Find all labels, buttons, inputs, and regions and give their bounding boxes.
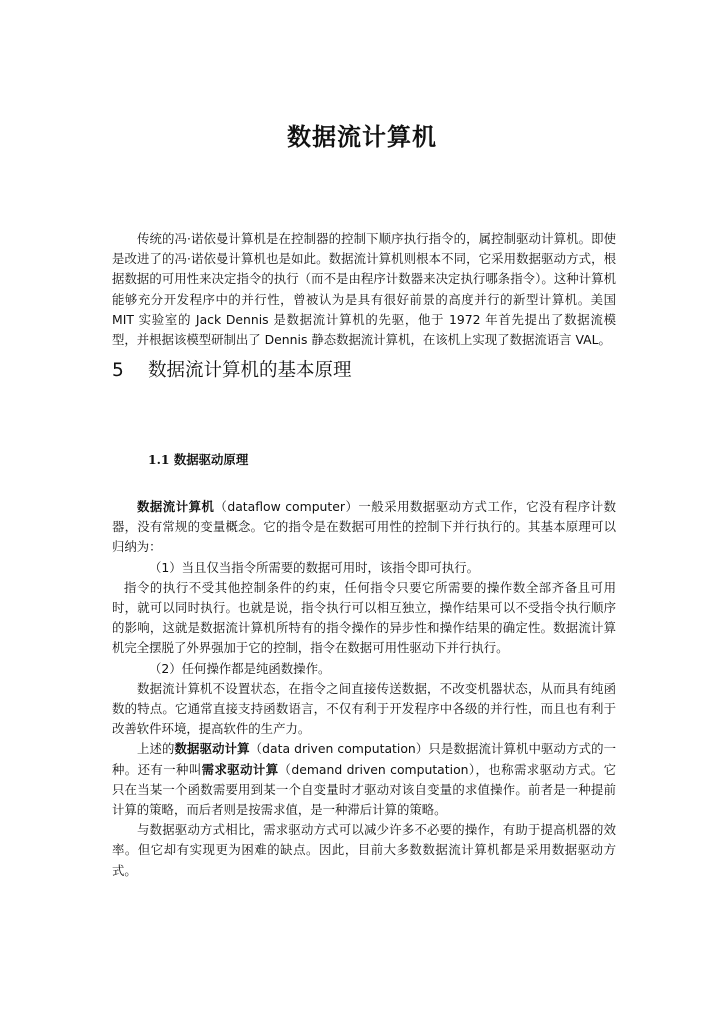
paragraph-1 [112, 497, 616, 558]
principle-item-1: （1）当且仅当指令所需要的数据可用时，该指令即可执行。 [149, 559, 480, 575]
term-dataflow-computer: 数据流计算机 [137, 499, 215, 514]
term-data-driven: 数据驱动计算 [174, 741, 250, 757]
paragraph-4-text-a: 上述的 [137, 741, 175, 757]
section-title: 数据流计算机的基本原理 [148, 360, 352, 381]
paragraph-5: 与数据驱动方式相比，需求驱动方式可以减少许多不必要的操作，有助于提高机器的效率。但它却有实现更为困难的缺点。因此，目前大多数数据流计算机都是采用数据驱动方式。 [112, 822, 616, 878]
intro-paragraph-block [112, 229, 616, 350]
section-number: 5 [112, 360, 124, 381]
paragraph-2: 指令的执行不受其他控制条件的约束，任何指令只要它所需要的操作数全部齐备且可用时，就可以同时执行。也就是说，指令执行可以相互独立，操作结果可以不受指令执行顺序的影响，这就是数据流计算机所特有的指令操作的异步性和操作结果的确定性。数据流计算机完全摆脱了外界强加于它的控制，指令在数据可用性驱动下并行执行。 [112, 579, 616, 656]
section-heading [112, 356, 352, 382]
subsection-heading: 1.1 数据驱动原理 [148, 452, 249, 467]
paragraph-4-text-b: （data driven computation）只是数据流计算机中驱动方式的一种。还有一种叫 [112, 741, 616, 777]
paragraph-3: 数据流计算机不设置状态，在指令之间直接传送数据，不改变机器状态，从而具有纯函数的特点。它通常直接支持函数语言，不仅有利于开发程序中各级的并行性，而且也有利于改善软件环境，提高软件的生产力。 [112, 680, 616, 737]
intro-paragraph: 传统的冯·诺依曼计算机是在控制器的控制下顺序执行指令的，属控制驱动计算机。即使是改进了的冯·诺依曼计算机也是如此。数据流计算机则根本不同，它采用数据驱动方式，根据数据的可用性来决定指令的执行（而不是由程序计数器来决定执行哪条指令）。这种计算机能够充分开发程序中的并行性，曾被认为是具有很好前景的高度并行的新型计算机。美国 MIT 实验室的 Jack Dennis 是数据流计算机的先驱，他于 1972 年首先提出了数据流模型，并根据该模型研制出了 Dennis 静态数据流计算机，在该机上实现了数据流语言 VAL。 [112, 231, 616, 348]
body-text [112, 497, 616, 881]
paragraph-4-text-c: （demand driven computation），也称需求驱动方式。它只在当某一个函数需要用到某一个自变量时才驱动对该自变量的求值操作。前者是一种提前计算的策略，而后者则是按需求值，是一种滞后计算的策略。 [112, 761, 617, 818]
principle-item-2: （2）任何操作都是纯函数操作。 [149, 660, 331, 676]
paragraph-4 [112, 739, 616, 820]
paragraph-1-text: （dataflow computer）一般采用数据驱动方式工作，它没有程序计数器，没有常规的变量概念。它的指令是在数据可用性的控制下并行执行的。其基本原理可以归纳为： [112, 499, 617, 555]
term-demand-driven: 需求驱动计算 [201, 761, 279, 777]
page-title: 数据流计算机 [287, 123, 437, 151]
